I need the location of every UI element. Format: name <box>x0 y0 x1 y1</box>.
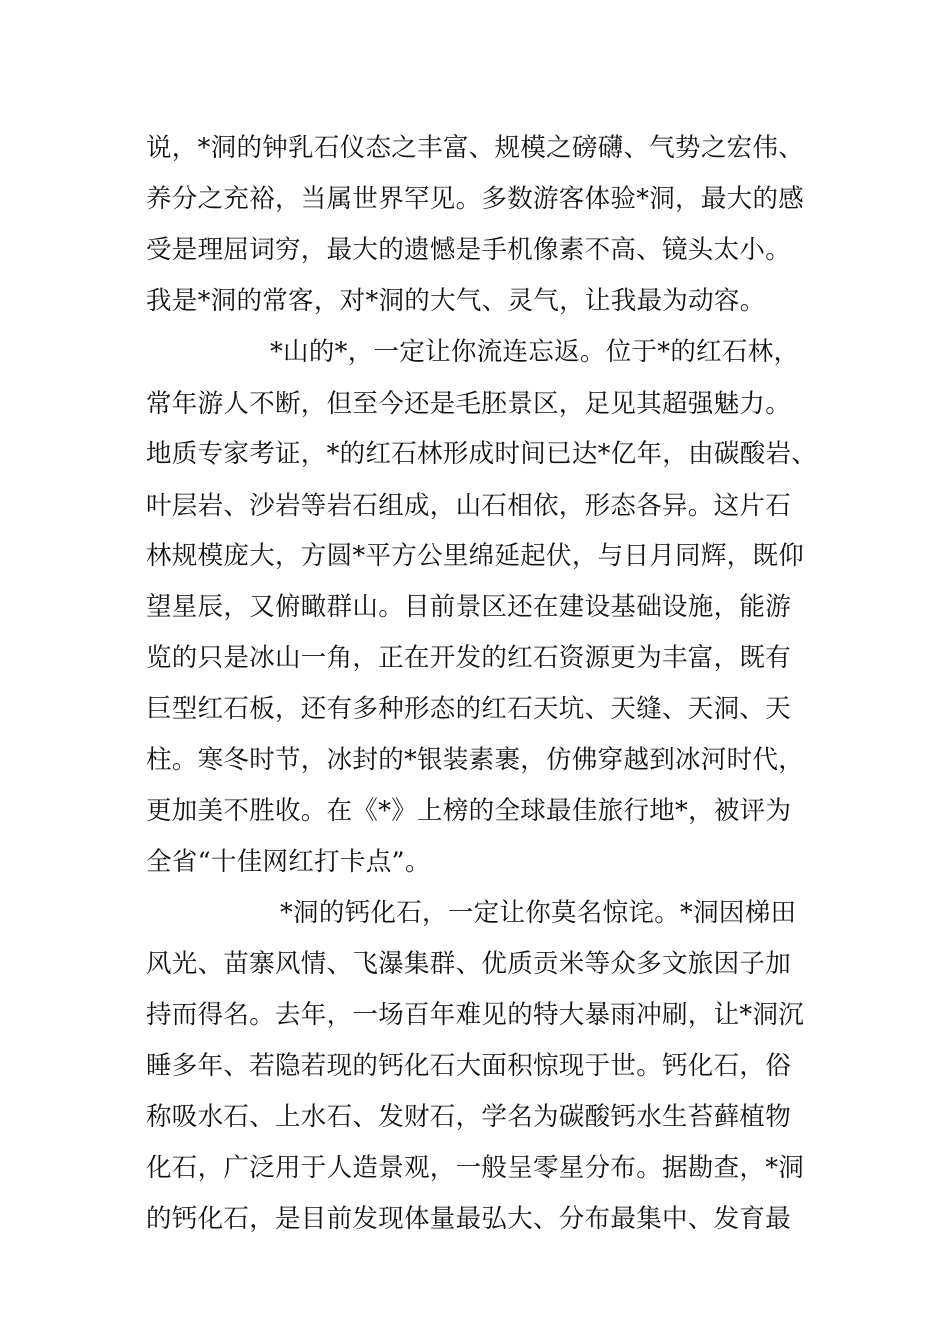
text-line: 巨型红石板，还有多种形态的红石天坑、天缝、天洞、天 <box>146 694 792 724</box>
text-line: 全省“十佳网红打卡点”。 <box>146 847 431 877</box>
text-line: 常年游人不断，但至今还是毛胚景区，足见其超强魅力。 <box>146 389 792 419</box>
text-line: 受是理屈词穷，最大的遗憾是手机像素不高、镜头太小。 <box>146 235 792 265</box>
text-line: 叶层岩、沙岩等岩石组成，山石相依，形态各异。这片石 <box>146 491 792 521</box>
text-line: 的钙化石，是目前发现体量最弘大、分布最集中、发育最 <box>146 1204 792 1234</box>
text-line: 地质专家考证，*的红石林形成时间已达*亿年，由碳酸岩、 <box>146 439 818 469</box>
text-line: 说，*洞的钟乳石仪态之丰富、规模之磅礴、气势之宏伟、 <box>146 133 805 163</box>
paragraph-start-line: *山的*，一定让你流连忘返。位于*的红石林， <box>270 337 800 367</box>
text-line: 称吸水石、上水石、发财石，学名为碳酸钙水生苔藓植物 <box>146 1102 792 1132</box>
text-line: 更加美不胜收。在《*》上榜的全球最佳旅行地*，被评为 <box>146 796 792 826</box>
text-line: 睡多年、若隐若现的钙化石大面积惊现于世。钙化石，俗 <box>146 1051 792 1081</box>
text-line: 我是*洞的常客，对*洞的大气、灵气，让我最为动容。 <box>146 286 766 316</box>
text-line: 持而得名。去年，一场百年难见的特大暴雨冲刷，让*洞沉 <box>146 1000 805 1030</box>
text-line: 化石，广泛用于人造景观，一般呈零星分布。据勘查，*洞 <box>146 1153 805 1183</box>
text-line: 望星辰，又俯瞰群山。目前景区还在建设基础设施，能游 <box>146 592 792 622</box>
text-line: 林规模庞大，方圆*平方公里绵延起伏，与日月同辉，既仰 <box>146 541 805 571</box>
text-line: 柱。寒冬时节，冰封的*银装素裹，仿佛穿越到冰河时代， <box>146 745 805 775</box>
text-line: 风光、苗寨风情、飞瀑集群、优质贡米等众多文旅因子加 <box>146 949 792 979</box>
text-line: 览的只是冰山一角，正在开发的红石资源更为丰富，既有 <box>146 643 792 673</box>
paragraph-start-line: *洞的钙化石，一定让你莫名惊诧。*洞因梯田 <box>280 898 797 928</box>
text-line: 养分之充裕，当属世界罕见。多数游客体验*洞，最大的感 <box>146 184 805 214</box>
